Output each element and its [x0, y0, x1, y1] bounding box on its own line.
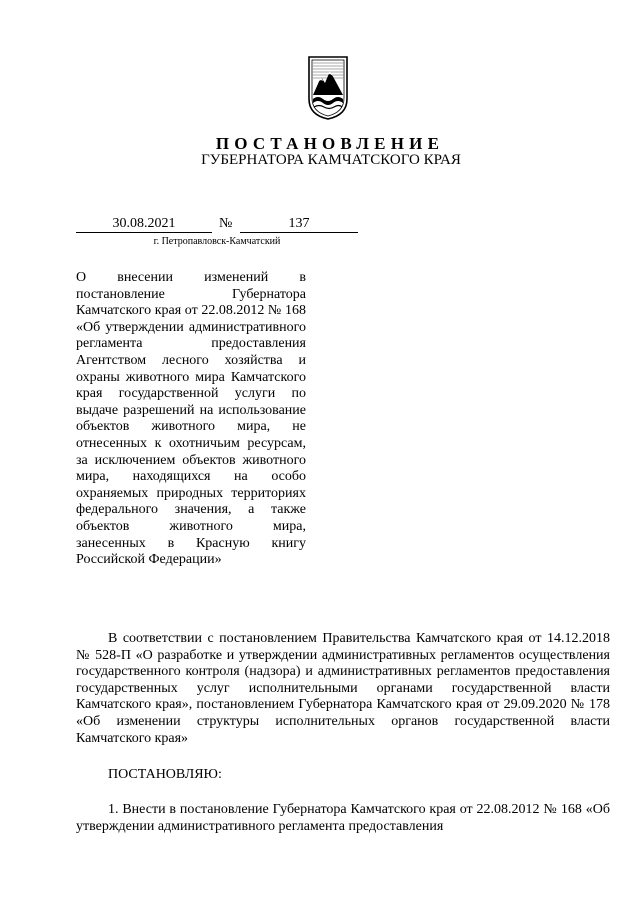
document-date: 30.08.2021	[76, 216, 212, 233]
document-city: г. Петропавловск-Камчатский	[153, 236, 281, 247]
document-number: 137	[240, 216, 358, 233]
document-subtitle: ГУБЕРНАТОРА КАМЧАТСКОГО КРАЯ	[201, 152, 461, 168]
number-sign: №	[219, 216, 233, 231]
body-paragraph: 1. Внести в постановление Губернатора Камчатского края от 22.08.2012 № 168 «Об утверждении административного регламента предоставления	[76, 802, 610, 834]
kamchatka-emblem-icon	[307, 55, 349, 121]
resolution-heading: ПОСТАНОВЛЯЮ:	[108, 767, 222, 782]
document-subject: О внесении изменений в постановление Губернатора Камчатского края от 22.08.2012 № 168 «Об утверждении административного регламента предоставления Агентством лесного хозяйства и охраны животного мира Камчатского края государственной услуги по выдаче разрешений на использование объектов животного мира, не отнесенных к охотничьим ресурсам, за исключением объектов животного мира, находящихся на особо охраняемых природных территориях федерального значения, а также объектов животного мира, занесенных в Красную книгу Российской Федерации»	[76, 270, 306, 568]
document-title: ПОСТАНОВЛЕНИЕ	[215, 134, 445, 153]
body-paragraph: В соответствии с постановлением Правительства Камчатского края от 14.12.2018 № 528-П «О разработке и утверждении административных регламентов осуществления государственного контроля (надзора) и административных регламентов предоставления государственных услуг исполнительными органами государственной власти Камчатского края», постановлением Губернатора Камчатского края от 29.09.2020 № 178 «Об изменении структуры исполнительных органов государственной власти Камчатского края»	[76, 631, 610, 746]
